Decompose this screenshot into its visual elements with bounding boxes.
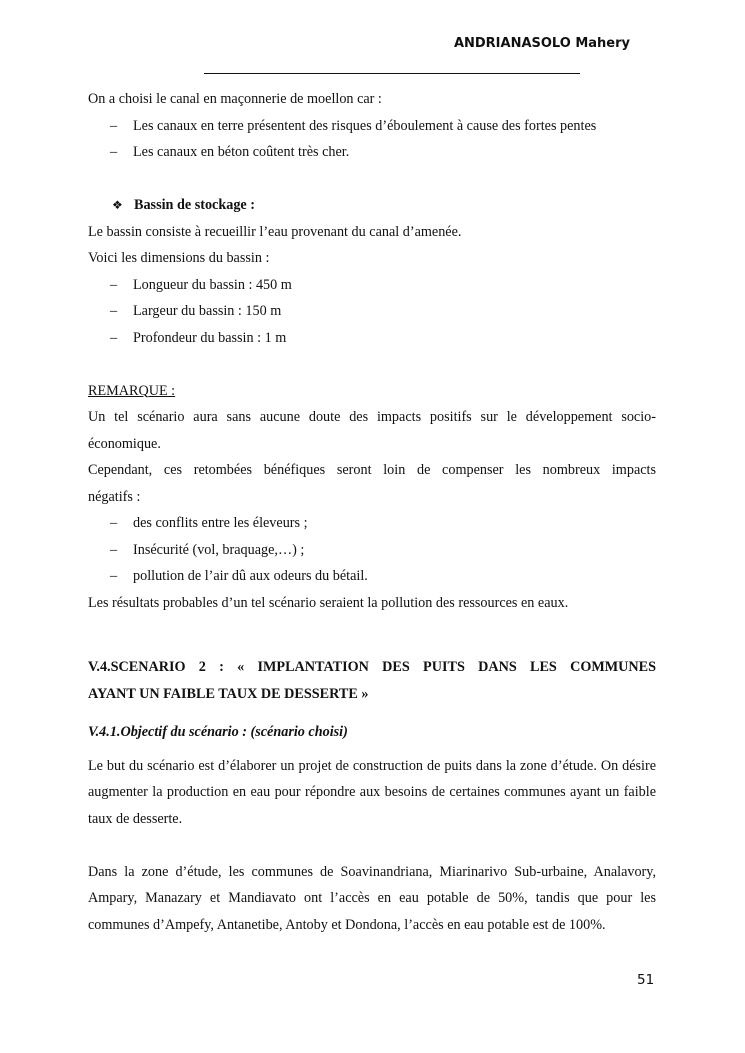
remarque-conclusion: Les résultats probables d’un tel scénario seraient la pollution des ressources en eaux. xyxy=(88,594,569,611)
page-content xyxy=(88,86,656,938)
canal-reason-item: – Les canaux en terre présentent des risques d’éboulement à cause des fortes pentes xyxy=(88,113,656,140)
bassin-heading-text: Bassin de stockage : xyxy=(134,197,255,213)
communes-paragraph: Dans la zone d’étude, les communes de Soavinandriana, Miarinarivo Sub-urbaine, Analavory, Ampary, Manazary et Mandiavato ont l’accès en eau potable de 50%, tandis que pour les communes d’Ampefy, Antanetibe, Antoby et Dondona, l’accès en eau potable est de 100%. xyxy=(88,863,656,933)
bassin-heading xyxy=(88,192,656,219)
impact-item: – des conflits entre les éleveurs ; xyxy=(88,510,656,537)
section-title-line: AYANT UN FAIBLE TAUX DE DESSERTE » xyxy=(88,685,369,702)
bassin-dimension-item: – Longueur du bassin : 450 m xyxy=(88,272,656,299)
remarque-negative-line: Cependant, ces retombées bénéfiques seront loin de compenser les nombreux impacts xyxy=(88,462,656,478)
header-rule xyxy=(204,73,580,74)
section-title-line: V.4.SCENARIO 2 : « IMPLANTATION DES PUITS DANS LES COMMUNES xyxy=(88,659,656,675)
objective-paragraph: Le but du scénario est d’élaborer un projet de construction de puits dans la zone d’étude. On désire augmenter la production en eau pour répondre aux besoins de certaines communes ayant un faible taux de desserte. xyxy=(88,757,656,827)
remarque-title: REMARQUE : xyxy=(88,382,176,399)
bassin-dimensions-intro: Voici les dimensions du bassin : xyxy=(88,250,270,266)
page-number: 51 xyxy=(637,972,655,988)
remarque-positive-line: économique. xyxy=(88,435,161,452)
subsection-title: V.4.1.Objectif du scénario : (scénario choisi) xyxy=(88,724,348,740)
bassin-description: Le bassin consiste à recueillir l’eau provenant du canal d’amenée. xyxy=(88,223,462,240)
bassin-dimension-item: – Profondeur du bassin : 1 m xyxy=(88,325,656,352)
canal-intro: On a choisi le canal en maçonnerie de moellon car : xyxy=(88,91,382,107)
remarque-positive-line: Un tel scénario aura sans aucune doute des impacts positifs sur le développement socio- xyxy=(88,409,656,425)
bassin-dimension-item: – Largeur du bassin : 150 m xyxy=(88,298,656,325)
canal-reason-item: – Les canaux en béton coûtent très cher. xyxy=(88,139,656,166)
remarque-negative-line: négatifs : xyxy=(88,488,141,505)
page-header-author: ANDRIANASOLO Mahery xyxy=(453,36,630,51)
diamond-bullet-icon: ❖ xyxy=(112,198,123,212)
impact-item: – Insécurité (vol, braquage,…) ; xyxy=(88,537,656,564)
impact-item: – pollution de l’air dû aux odeurs du bétail. xyxy=(88,563,656,590)
